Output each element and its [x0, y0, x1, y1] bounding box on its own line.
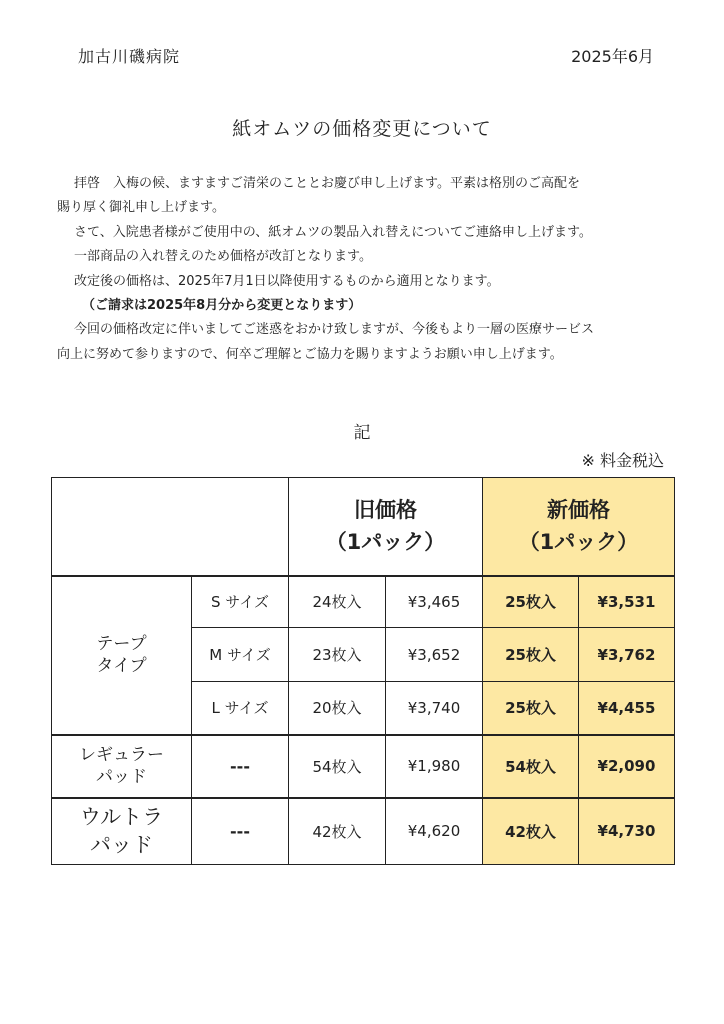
old-price-header [289, 478, 483, 576]
category-line: タイプ [96, 656, 147, 676]
document-date: 2025年6月 [571, 47, 654, 66]
ki-heading: 記 [353, 423, 371, 443]
new-price-header-line1: 新価格 [547, 498, 610, 523]
category-line: レギュラー [79, 745, 164, 765]
price-table [51, 477, 675, 865]
old-price-cell: ¥4,620 [386, 798, 483, 865]
body-line: 拝啓 入梅の候、ますますご清栄のこととお慶び申し上げます。平素は格別のご高配を [74, 176, 580, 191]
old-qty-cell: 20枚入 [289, 682, 386, 735]
table-row [52, 576, 675, 628]
old-price-header-line1: 旧価格 [354, 498, 417, 523]
new-price-cell: ¥3,531 [579, 576, 675, 628]
billing-note: （ご請求は2025年8月分から変更となります） [82, 298, 362, 314]
table-header-row [52, 478, 675, 576]
new-price-cell: ¥4,455 [579, 682, 675, 735]
body-line: 賜り厚く御礼申し上げます。 [57, 200, 225, 216]
category-line: パッド [96, 767, 147, 787]
size-cell: L サイズ [192, 682, 289, 735]
old-qty-cell: 54枚入 [289, 735, 386, 798]
body-line: さて、入院患者様がご使用中の、紙オムツの製品入れ替えについてご連絡申し上げます。 [74, 224, 592, 240]
tax-note: ※ 料金税込 [581, 451, 664, 470]
body-line: 向上に努めて参りますので、何卒ご理解とご協力を賜りますようお願い申し上げます。 [57, 346, 563, 362]
category-regular-pad [52, 735, 192, 798]
category-line: テープ [96, 634, 147, 654]
empty-header-cell [52, 478, 289, 576]
category-line: ウルトラ [79, 805, 164, 830]
letter-body [57, 172, 677, 367]
old-price-cell: ¥1,980 [386, 735, 483, 798]
size-cell: S サイズ [192, 576, 289, 628]
new-price-cell: ¥4,730 [579, 798, 675, 865]
old-qty-cell: 23枚入 [289, 628, 386, 682]
category-line: パッド [90, 833, 153, 858]
size-cell: --- [192, 735, 289, 798]
hospital-name: 加古川磯病院 [78, 47, 181, 66]
body-line: 改定後の価格は、2025年7月1日以降使用するものから適用となります。 [74, 273, 500, 289]
old-qty-cell: 24枚入 [289, 576, 386, 628]
old-price-cell: ¥3,652 [386, 628, 483, 682]
old-price-cell: ¥3,740 [386, 682, 483, 735]
new-price-cell: ¥2,090 [579, 735, 675, 798]
table-row [52, 798, 675, 865]
document-title: 紙オムツの価格変更について [232, 118, 492, 140]
category-tape [52, 576, 192, 735]
new-price-header-line2: （1パック） [518, 530, 639, 555]
category-ultra-pad [52, 798, 192, 865]
new-price-cell: ¥3,762 [579, 628, 675, 682]
new-qty-cell: 54枚入 [483, 735, 579, 798]
body-line: 一部商品の入れ替えのため価格が改訂となります。 [74, 249, 372, 265]
new-qty-cell: 25枚入 [483, 682, 579, 735]
table-row [52, 735, 675, 798]
size-cell: M サイズ [192, 628, 289, 682]
new-qty-cell: 25枚入 [483, 576, 579, 628]
old-qty-cell: 42枚入 [289, 798, 386, 865]
body-line: 今回の価格改定に伴いましてご迷惑をおかけ致しますが、今後もより一層の医療サービス [74, 322, 595, 338]
new-qty-cell: 42枚入 [483, 798, 579, 865]
size-cell: --- [192, 798, 289, 865]
new-price-header [483, 478, 675, 576]
new-qty-cell: 25枚入 [483, 628, 579, 682]
old-price-header-line2: （1パック） [325, 530, 446, 555]
old-price-cell: ¥3,465 [386, 576, 483, 628]
